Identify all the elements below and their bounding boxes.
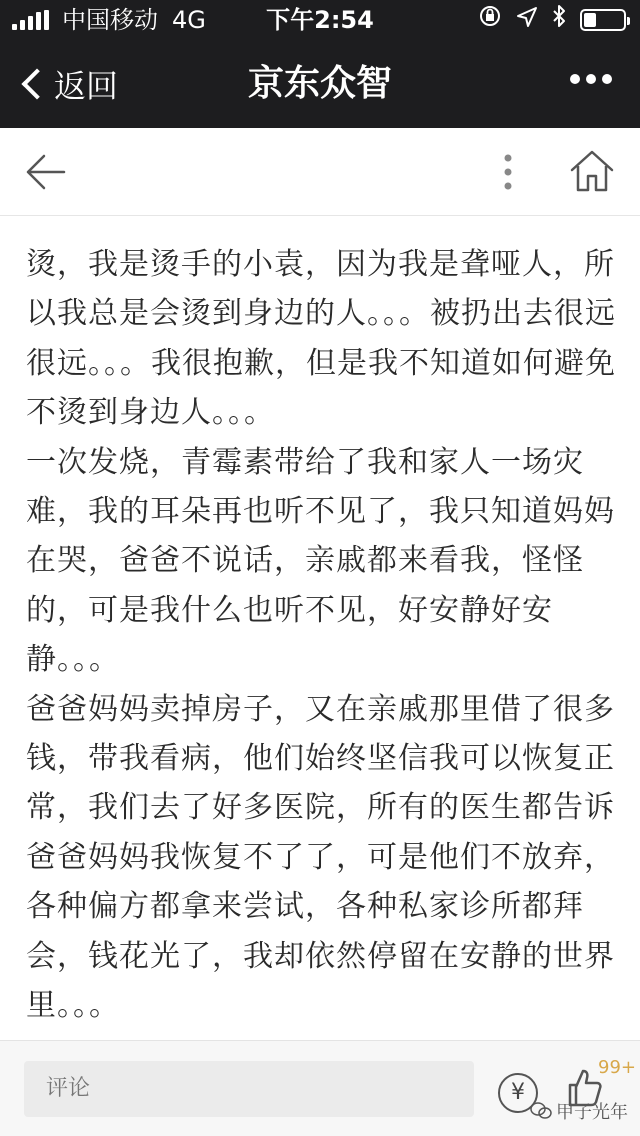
status-time: 下午2:54 — [266, 6, 374, 34]
more-menu-button[interactable] — [564, 74, 612, 84]
watermark — [530, 1098, 628, 1124]
web-toolbar — [0, 128, 640, 216]
orientation-lock-icon — [478, 0, 502, 40]
comment-input[interactable] — [24, 1061, 474, 1117]
wechat-icon — [530, 1102, 552, 1120]
article-paragraph: 一次发烧，青霉素带给了我和家人一场灾难，我的耳朵再也听不见了，我只知道妈妈在哭，爸爸不说话，亲戚都来看我，怪怪的，可是我什么也听不见，好安静好安静。。。 — [26, 444, 615, 678]
article-body — [26, 240, 620, 1031]
top-bar — [0, 0, 640, 128]
article-paragraph: 烫，我是烫手的小袁，因为我是聋哑人，所以我总是会烫到身边的人。。。被扔出去很远很远。。。我很抱歉，但是我不知道如何避免不烫到身边人。。。 — [26, 247, 616, 431]
location-icon — [516, 0, 538, 40]
yuan-icon: ¥ — [511, 1080, 525, 1105]
article-paragraph: 爸爸妈妈卖掉房子，又在亲戚那里借了很多钱，带我看病，他们始终坚信我可以恢复正常，我们去了好多医院，所有的医生都告诉爸爸妈妈我恢复不了了，可是他们不放弃，各种偏方都拿来尝试，各种私家诊所都拜会，钱花光了，我却依然停留在安静的世界里。。。 — [26, 691, 615, 1024]
battery-icon — [580, 9, 626, 31]
home-icon[interactable] — [568, 148, 616, 198]
chevron-left-icon — [21, 68, 52, 99]
more-vertical-icon[interactable] — [498, 150, 518, 198]
carrier-label: 中国移动 — [62, 6, 158, 34]
more-dot-icon — [570, 74, 580, 84]
arrow-left-icon[interactable] — [24, 150, 68, 198]
back-button[interactable] — [18, 40, 118, 128]
back-label: 返回 — [54, 67, 119, 105]
page-title: 京东众智 — [247, 63, 392, 104]
nav-bar — [0, 40, 640, 128]
more-dot-icon — [586, 74, 596, 84]
status-bar — [0, 0, 640, 40]
network-type: 4G — [172, 6, 206, 34]
like-count: 99+ — [598, 1057, 636, 1078]
watermark-text: 甲子光年 — [556, 1102, 628, 1123]
more-dot-icon — [602, 74, 612, 84]
bluetooth-icon — [552, 0, 566, 40]
